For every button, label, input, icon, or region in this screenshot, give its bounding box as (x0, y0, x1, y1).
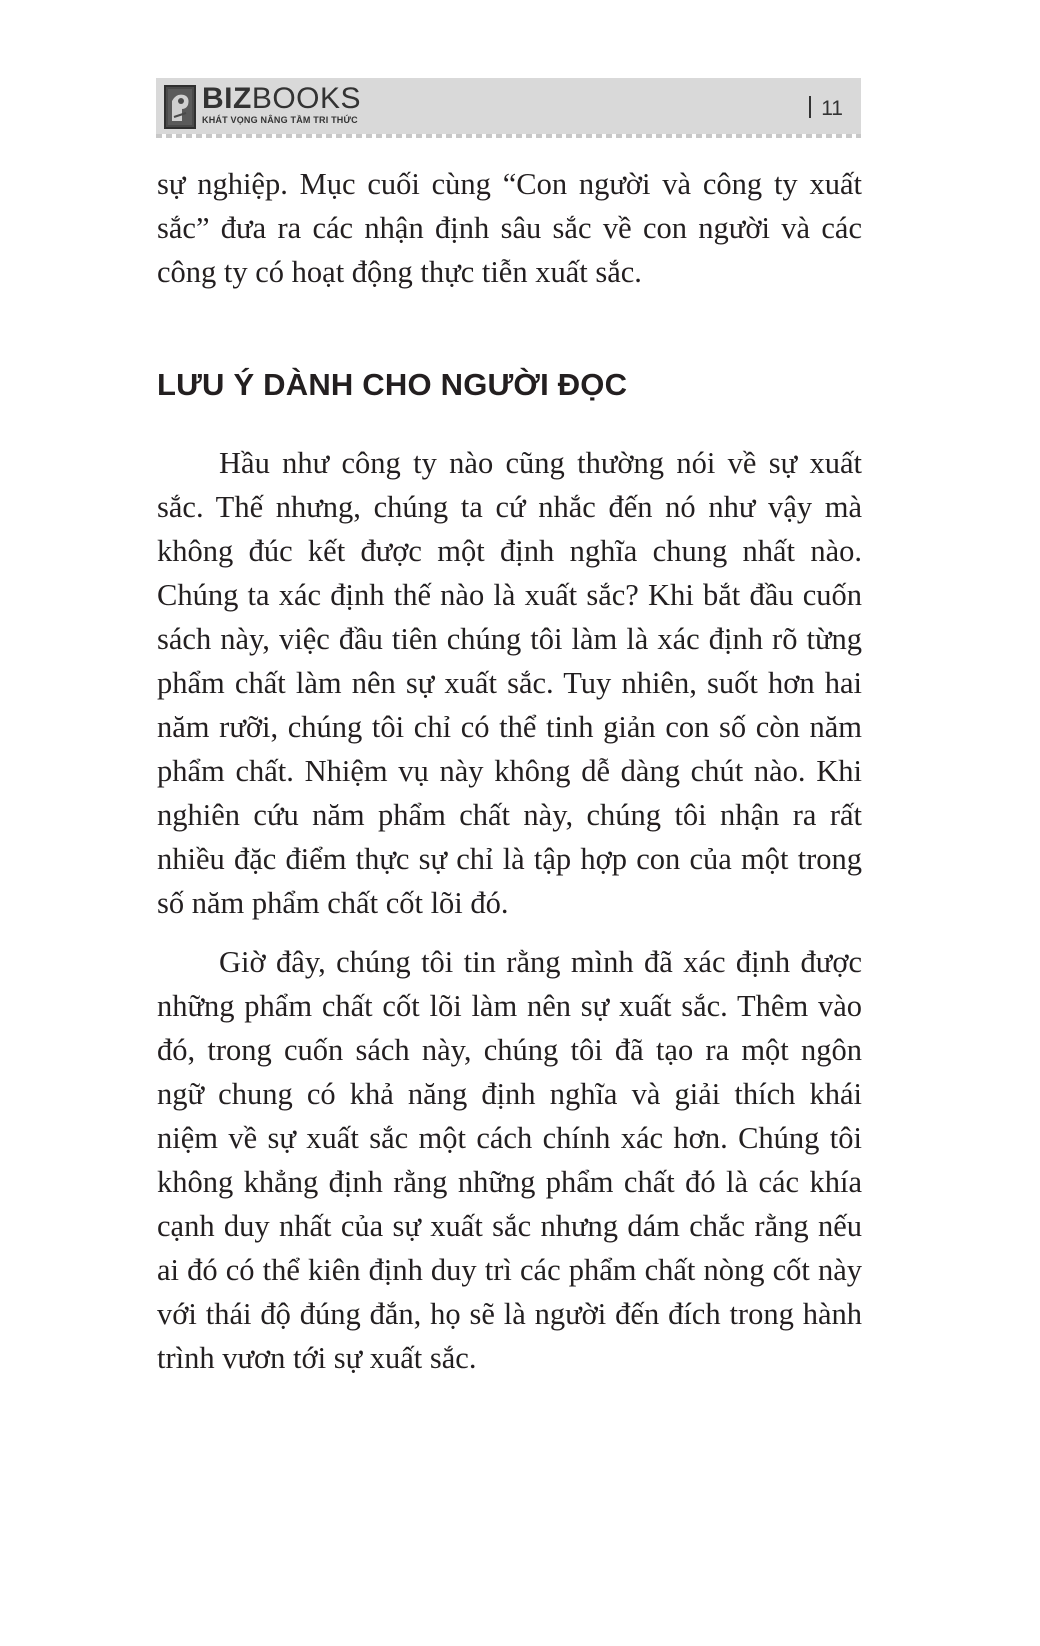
brand-slogan: KHÁT VỌNG NÂNG TẦM TRI THỨC (202, 115, 358, 125)
brand-name-bold: BIZ (202, 82, 252, 115)
brand (202, 84, 361, 126)
header-dashed-edge (156, 134, 861, 138)
page-number-divider (809, 96, 811, 118)
paragraph-gap (157, 925, 862, 940)
page-number: 11 (821, 97, 843, 120)
bizbooks-logo-icon (164, 85, 196, 129)
body-paragraph-1: Hầu như công ty nào cũng thường nói về sự xuất sắc. Thế nhưng, chúng ta cứ nhắc đến nó như vậy mà không đúc kết được một định nghĩa chung nhất nào. Chúng ta xác định thế nào là xuất sắc? Khi bắt đầu cuốn sách này, việc đầu tiên chúng tôi làm là xác định rõ từng phẩm chất làm nên sự xuất sắc. Tuy nhiên, suốt hơn hai năm rưỡi, chúng tôi chỉ có thể tinh giản con số còn năm phẩm chất. Nhiệm vụ này không dễ dàng chút nào. Khi nghiên cứu năm phẩm chất này, chúng tôi nhận ra rất nhiều đặc điểm thực sự chỉ là tập hợp con của một trong số năm phẩm chất cốt lõi đó. (157, 446, 862, 920)
intro-block (157, 162, 862, 294)
section-heading: LƯU Ý DÀNH CHO NGƯỜI ĐỌC (157, 367, 628, 402)
brand-name-light: BOOKS (251, 82, 362, 115)
section-body (157, 441, 862, 1380)
page-number-block (809, 96, 843, 121)
brand-name (202, 84, 361, 114)
body-paragraph-2: Giờ đây, chúng tôi tin rằng mình đã xác định được những phẩm chất cốt lõi làm nên sự xuất sắc. Thêm vào đó, trong cuốn sách này, chúng tôi đã tạo ra một ngôn ngữ chung có khả năng định nghĩa và giải thích khái niệm về sự xuất sắc một cách chính xác hơn. Chúng tôi không khẳng định rằng những phẩm chất đó là các khía cạnh duy nhất của sự xuất sắc nhưng dám chắc rằng nếu ai đó có thể kiên định duy trì các phẩm chất nòng cốt này với thái độ đúng đắn, họ sẽ là người đến đích trong hành trình vươn tới sự xuất sắc. (157, 945, 862, 1375)
intro-paragraph: sự nghiệp. Mục cuối cùng “Con người và công ty xuất sắc” đưa ra các nhận định sâu sắc về con người và các công ty có hoạt động thực tiễn xuất sắc. (157, 167, 862, 289)
page-header (156, 78, 861, 134)
